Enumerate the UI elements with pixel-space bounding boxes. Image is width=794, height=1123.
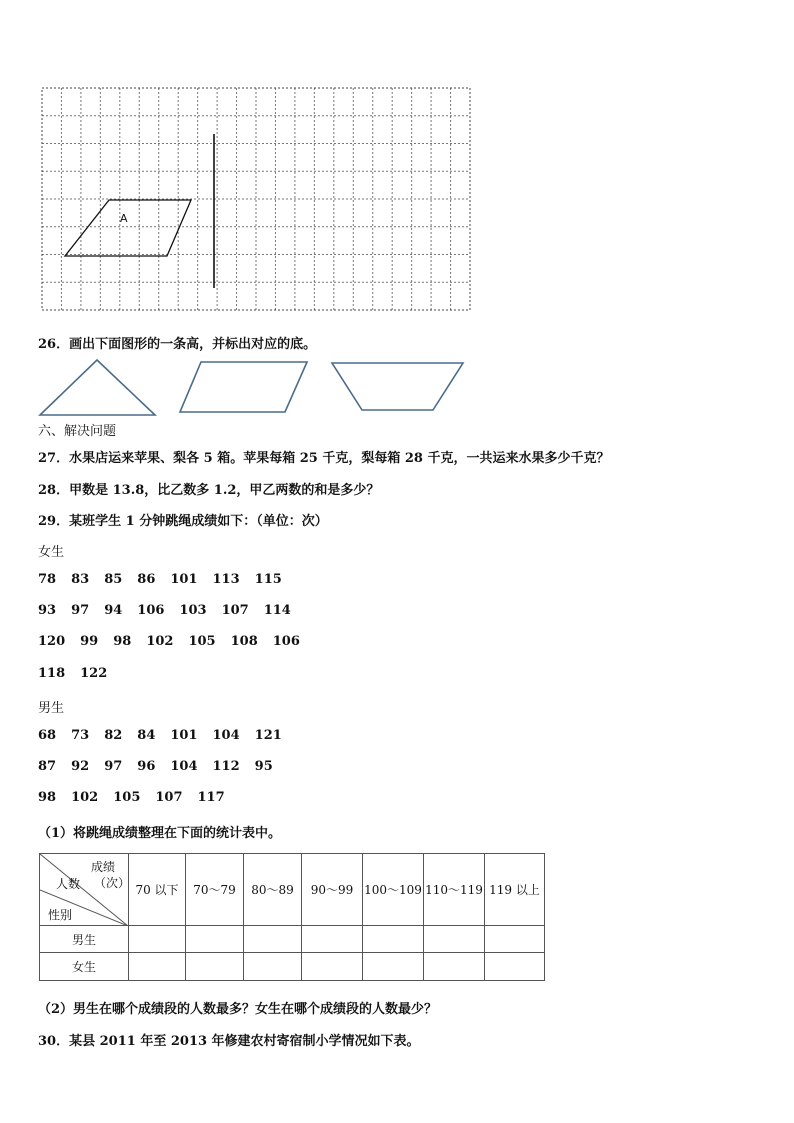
score-value: 118 — [38, 666, 66, 681]
column-header: 90～99 — [302, 854, 363, 926]
score-value: 99 — [80, 634, 99, 649]
score-value: 105 — [188, 634, 216, 649]
table-cell[interactable] — [186, 926, 244, 953]
score-value: 122 — [80, 666, 108, 681]
table-row — [40, 953, 545, 981]
score-value: 114 — [263, 603, 291, 618]
column-header: 100～109 — [363, 854, 424, 926]
score-value: 101 — [170, 728, 198, 743]
score-value: 86 — [137, 572, 156, 587]
column-header: 70 以下 — [129, 854, 186, 926]
score-value: 107 — [221, 603, 249, 618]
table-cell[interactable] — [129, 926, 186, 953]
table-cell[interactable] — [363, 953, 424, 981]
score-value: 93 — [38, 603, 57, 618]
trapezoid-shape — [329, 361, 467, 415]
score-value: 92 — [71, 759, 90, 774]
triangle-shape — [38, 358, 162, 418]
score-value: 73 — [71, 728, 90, 743]
score-value: 82 — [104, 728, 123, 743]
boys-label: 男生 — [38, 701, 65, 716]
score-value: 84 — [137, 728, 156, 743]
score-value: 97 — [71, 603, 90, 618]
score-row — [38, 634, 315, 649]
score-value: 105 — [113, 790, 141, 805]
sub-question-1: （1）将跳绳成绩整理在下面的统计表中。 — [38, 826, 282, 841]
shape-label-a: A — [120, 212, 128, 225]
score-value: 98 — [113, 634, 132, 649]
score-value: 104 — [212, 728, 240, 743]
score-value: 106 — [137, 603, 165, 618]
girls-label: 女生 — [38, 545, 65, 560]
score-value: 85 — [104, 572, 123, 587]
row-label-girls: 女生 — [40, 953, 129, 981]
table-cell[interactable] — [424, 926, 485, 953]
table-cell[interactable] — [485, 926, 545, 953]
score-table — [39, 853, 545, 981]
column-header: 110～119 — [424, 854, 485, 926]
score-row — [38, 666, 122, 681]
score-value: 112 — [212, 759, 240, 774]
table-cell[interactable] — [363, 926, 424, 953]
corner-score-label: 成绩 — [91, 860, 116, 874]
table-cell[interactable] — [244, 926, 302, 953]
score-row — [38, 603, 306, 618]
score-row — [38, 728, 297, 743]
score-value: 97 — [104, 759, 123, 774]
score-value: 83 — [71, 572, 90, 587]
table-cell[interactable] — [244, 953, 302, 981]
score-value: 113 — [212, 572, 240, 587]
table-cell[interactable] — [302, 953, 363, 981]
section-heading: 六、解决问题 — [38, 424, 117, 439]
score-value: 87 — [38, 759, 57, 774]
question-26: 26．画出下面图形的一条高，并标出对应的底。 — [38, 337, 317, 352]
score-value: 115 — [254, 572, 282, 587]
score-value: 98 — [38, 790, 57, 805]
score-value: 108 — [230, 634, 258, 649]
grid-lines — [42, 88, 470, 310]
table-corner-header — [40, 854, 129, 926]
score-value: 95 — [254, 759, 273, 774]
question-29: 29．某班学生 1 分钟跳绳成绩如下：（单位：次） — [38, 514, 328, 529]
score-value: 96 — [137, 759, 156, 774]
row-label-boys: 男生 — [40, 926, 129, 953]
column-header: 80～89 — [244, 854, 302, 926]
table-cell[interactable] — [129, 953, 186, 981]
score-value: 104 — [170, 759, 198, 774]
grid-figure — [40, 86, 480, 316]
score-value: 102 — [146, 634, 174, 649]
column-header: 70～79 — [186, 854, 244, 926]
table-cell[interactable] — [485, 953, 545, 981]
question-27: 27．水果店运来苹果、梨各 5 箱。苹果每箱 25 千克，梨每箱 28 千克，一共运来水果多少千克？ — [38, 451, 610, 466]
score-row — [38, 572, 297, 587]
score-value: 107 — [155, 790, 183, 805]
table-cell[interactable] — [424, 953, 485, 981]
score-value: 121 — [254, 728, 282, 743]
table-row — [40, 926, 545, 953]
score-row — [38, 759, 288, 774]
sub-question-2: （2）男生在哪个成绩段的人数最多？女生在哪个成绩段的人数最少？ — [38, 1002, 438, 1017]
corner-gender-label: 性别 — [48, 908, 73, 922]
score-value: 78 — [38, 572, 57, 587]
table-cell[interactable] — [186, 953, 244, 981]
column-header: 119 以上 — [485, 854, 545, 926]
score-row — [38, 790, 240, 805]
question-28: 28．甲数是 13.8，比乙数多 1.2，甲乙两数的和是多少？ — [38, 483, 380, 498]
score-value: 102 — [71, 790, 99, 805]
score-value: 103 — [179, 603, 207, 618]
parallelogram-a — [65, 200, 191, 256]
score-value: 101 — [170, 572, 198, 587]
score-value: 94 — [104, 603, 123, 618]
score-value: 106 — [272, 634, 300, 649]
corner-unit-label: （次） — [94, 876, 131, 890]
question-30: 30．某县 2011 年至 2013 年修建农村寄宿制小学情况如下表。 — [38, 1034, 420, 1049]
score-value: 120 — [38, 634, 66, 649]
parallelogram-shape — [177, 360, 311, 416]
score-value: 68 — [38, 728, 57, 743]
table-cell[interactable] — [302, 926, 363, 953]
score-value: 117 — [197, 790, 225, 805]
corner-count-label: 人数 — [56, 877, 81, 891]
